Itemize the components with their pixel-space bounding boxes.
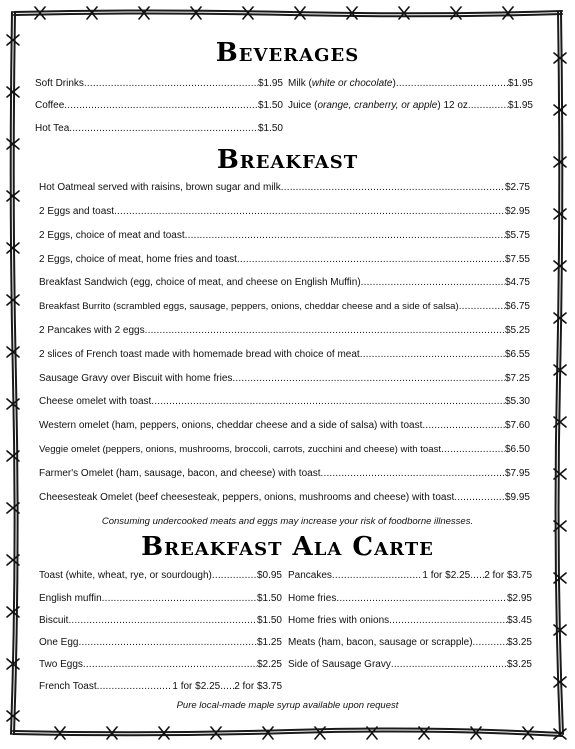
menu-item-biscuit bbox=[39, 614, 282, 628]
item-price: $9.95 bbox=[504, 492, 530, 503]
menu-item-pancakes bbox=[288, 569, 532, 583]
item-label: Home fries with onions bbox=[288, 615, 390, 626]
item-label: Biscuit bbox=[39, 615, 69, 626]
item-price-single: 1 for $2.25 bbox=[172, 681, 221, 692]
item-label: 2 Eggs, choice of meat, home fries and toast bbox=[39, 254, 237, 265]
item-label: Juice (orange, cranberry, or apple) 12 oz. bbox=[288, 100, 471, 111]
item-label: Coffee bbox=[35, 100, 65, 111]
item-label: Milk (white or chocolate) bbox=[288, 78, 396, 89]
menu-item-2-eggs-meat-toast bbox=[39, 229, 530, 243]
item-label: Farmer's Omelet (ham, sausage, bacon, and cheese) with toast bbox=[39, 468, 321, 479]
item-label: Soft Drinks bbox=[35, 78, 84, 89]
barb bbox=[7, 295, 19, 305]
menu-item-cheese-omelet bbox=[39, 395, 530, 409]
menu-item-english-muffin bbox=[39, 592, 282, 606]
menu-item-home-fries-onions bbox=[288, 614, 532, 628]
breakfast-heading: Breakfast bbox=[216, 145, 359, 175]
item-label: Side of Sausage Gravy bbox=[288, 659, 391, 670]
barb bbox=[7, 87, 19, 97]
item-label: 2 slices of French toast made with homemade bread with choice of meat bbox=[39, 349, 360, 360]
menu-item-cheesesteak-omelet bbox=[39, 491, 530, 505]
menu-item-milk bbox=[288, 77, 533, 91]
item-price: $1.50 bbox=[256, 593, 282, 604]
item-price: $2.95 bbox=[504, 206, 530, 217]
foodborne-warning: Consuming undercooked meats and eggs may increase your risk of foodborne illnesses. bbox=[101, 516, 474, 527]
barb bbox=[211, 727, 221, 739]
item-label: Meats (ham, bacon, sausage or scrapple) bbox=[288, 637, 473, 648]
barb bbox=[554, 261, 566, 271]
menu-item-western-omelet bbox=[39, 419, 530, 433]
menu-item-oatmeal bbox=[39, 181, 530, 195]
item-label: Cheesesteak Omelet (beef cheesesteak, peppers, onions, mushrooms and cheese) with toast bbox=[39, 492, 455, 503]
item-price: $7.55 bbox=[504, 254, 530, 265]
item-label: Hot Oatmeal served with raisins, brown sugar and milk bbox=[39, 182, 281, 193]
item-price: $5.25 bbox=[504, 325, 530, 336]
item-price: $6.55 bbox=[504, 349, 530, 360]
item-label: 2 Eggs and toast bbox=[39, 206, 115, 217]
item-price: $1.95 bbox=[507, 100, 533, 111]
item-label: French Toast bbox=[39, 681, 97, 692]
item-label: English muffin bbox=[39, 593, 102, 604]
item-price: $2.25 bbox=[256, 659, 282, 670]
menu-item-hot-tea bbox=[35, 122, 283, 136]
item-price: $4.75 bbox=[504, 277, 530, 288]
menu-item-meats bbox=[288, 636, 532, 650]
item-label: Veggie omelet (peppers, onions, mushrooms, broccoli, carrots, zucchini and cheese) with toast bbox=[39, 444, 442, 455]
item-price: $1.50 bbox=[257, 100, 283, 111]
menu-item-one-egg bbox=[39, 636, 282, 650]
menu-item-juice bbox=[288, 99, 533, 113]
item-price: $7.60 bbox=[504, 420, 530, 431]
item-label: Pancakes bbox=[288, 570, 332, 581]
item-price: $1.50 bbox=[257, 123, 283, 134]
menu-item-side-sausage-gravy bbox=[288, 658, 532, 672]
item-label: Breakfast Burrito (scrambled eggs, sausage, peppers, onions, cheddar cheese and a side of salsa) bbox=[39, 301, 459, 312]
item-price: $2.95 bbox=[506, 593, 532, 604]
item-label: Home fries bbox=[288, 593, 337, 604]
item-label: Breakfast Sandwich (egg, choice of meat, and cheese on English Muffin) bbox=[39, 277, 361, 288]
item-label: Sausage Gravy over Biscuit with home fries bbox=[39, 373, 233, 384]
item-price: $7.95 bbox=[504, 468, 530, 479]
item-price: $7.25 bbox=[504, 373, 530, 384]
item-price-single: 1 for $2.25 bbox=[422, 570, 471, 581]
menu-item-two-eggs bbox=[39, 658, 282, 672]
item-price: $5.75 bbox=[504, 230, 530, 241]
menu-item-french-toast-meat bbox=[39, 348, 530, 362]
item-price: $1.95 bbox=[257, 78, 283, 89]
barb bbox=[35, 7, 45, 19]
item-label: 2 Pancakes with 2 eggs bbox=[39, 325, 145, 336]
item-price-double: 2 for $3.75 bbox=[484, 570, 532, 581]
barb bbox=[7, 711, 19, 721]
menu-item-french-toast bbox=[39, 680, 282, 694]
menu-item-pancakes-eggs bbox=[39, 324, 530, 338]
item-price: $3.25 bbox=[506, 637, 532, 648]
item-price: $1.95 bbox=[507, 78, 533, 89]
menu-item-veggie-omelet bbox=[39, 443, 530, 457]
item-price: $6.50 bbox=[504, 444, 530, 455]
ala-carte-heading: Breakfast Ala Carte bbox=[141, 532, 434, 562]
menu-item-toast bbox=[39, 569, 282, 583]
menu-item-breakfast-burrito bbox=[39, 300, 530, 314]
item-label: Cheese omelet with toast bbox=[39, 396, 152, 407]
menu-item-coffee bbox=[35, 99, 283, 113]
barb bbox=[243, 7, 253, 19]
barb bbox=[554, 677, 566, 687]
item-label: Hot Tea bbox=[35, 123, 70, 134]
item-price-double: 2 for $3.75 bbox=[234, 681, 282, 692]
menu-item-sausage-gravy bbox=[39, 372, 530, 386]
barb bbox=[554, 313, 566, 323]
item-price: $5.30 bbox=[504, 396, 530, 407]
maple-syrup-note: Pure local-made maple syrup available upon request bbox=[176, 700, 399, 711]
menu-item-home-fries bbox=[288, 592, 532, 606]
item-price: $3.25 bbox=[506, 659, 532, 670]
beverages-heading: Beverages bbox=[215, 38, 360, 68]
item-price: $6.75 bbox=[504, 301, 530, 312]
barb bbox=[523, 727, 533, 739]
item-label: Western omelet (ham, peppers, onions, cheddar cheese and a side of salsa) with toast bbox=[39, 420, 423, 431]
menu-item-farmers-omelet bbox=[39, 467, 530, 481]
barb bbox=[55, 727, 65, 739]
item-price: $0.95 bbox=[256, 570, 282, 581]
item-label: One Egg bbox=[39, 637, 79, 648]
item-price: $1.25 bbox=[256, 637, 282, 648]
item-label: Two Eggs bbox=[39, 659, 83, 670]
menu-item-2-eggs-meat-fries bbox=[39, 253, 530, 267]
menu-item-2-eggs-toast bbox=[39, 205, 530, 219]
item-price: $1.50 bbox=[256, 615, 282, 626]
menu-item-soft-drinks bbox=[35, 77, 283, 91]
item-price: $2.75 bbox=[504, 182, 530, 193]
menu-item-breakfast-sandwich bbox=[39, 276, 530, 290]
item-label: Toast (white, wheat, rye, or sourdough) bbox=[39, 570, 212, 581]
item-price: $3.45 bbox=[506, 615, 532, 626]
item-label: 2 Eggs, choice of meat and toast bbox=[39, 230, 185, 241]
